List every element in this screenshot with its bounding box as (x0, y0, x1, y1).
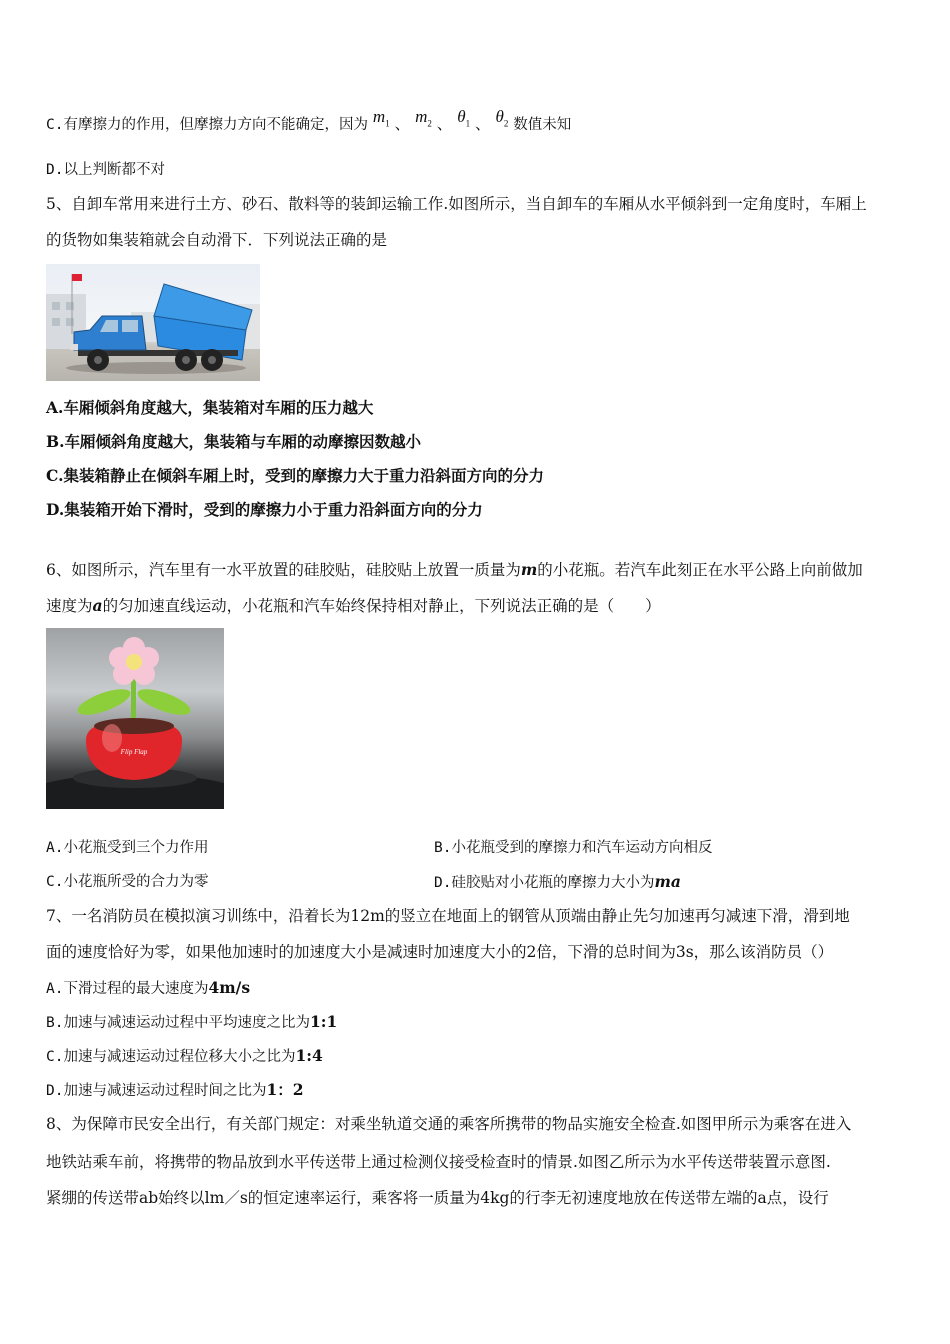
q4-option-c (46, 107, 572, 140)
q6-option-b: B.小花瓶受到的摩擦力和汽车运动方向相反 (434, 840, 713, 856)
q7-option-d-prefix: D.加速与减速运动过程时间之比为 (46, 1083, 267, 1099)
q5-option-c: C.集装箱静止在倾斜车厢上时，受到的摩擦力大于重力沿斜面方向的分力 (46, 466, 544, 485)
q7-option-c-value: 1:4 (295, 1046, 323, 1065)
q5-stem-line1: 5、自卸车常用来进行土方、砂石、散料等的装卸运输工作.如图所示，当自卸车的车厢从水平倾斜到一定角度时，车厢上 (46, 195, 867, 213)
flower-pot-illustration (46, 628, 224, 809)
math-theta2: $\theta_2$ (495, 107, 509, 129)
separator: 、 (436, 115, 453, 133)
q4-option-c-prefix: C.有摩擦力的作用，但摩擦力方向不能确定，因为 (46, 117, 368, 133)
q8-stem-line2: 地铁站乘车前，将携带的物品放到水平传送带上通过检测仪接受检查时的情景.如图乙所示为水平传送带装置示意图. (46, 1153, 831, 1171)
q6-stem-text: 的匀加速直线运动，小花瓶和汽车始终保持相对静止，下列说法正确的是（ ） (102, 597, 661, 615)
separator: 、 (394, 115, 411, 133)
q7-option-b-prefix: B.加速与减速运动过程中平均速度之比为 (46, 1015, 310, 1031)
q5-option-b: B.车厢倾斜角度越大，集装箱与车厢的动摩擦因数越小 (46, 432, 421, 451)
q7-option-a (46, 978, 250, 999)
q7-stem-line2: 面的速度恰好为零，如果他加速时的加速度大小是减速时加速度大小的2倍，下滑的总时间为3s，那么该消防员（） (46, 943, 834, 961)
q6-stem-text: 的小花瓶。若汽车此刻正在水平公路上向前做加 (537, 561, 863, 579)
q6-stem-line2 (46, 596, 661, 616)
q5-stem-line2: 的货物如集装箱就会自动滑下．下列说法正确的是 (46, 231, 388, 249)
q7-option-c-prefix: C.加速与减速运动过程位移大小之比为 (46, 1049, 296, 1065)
q6-stem-text: 6、如图所示，汽车里有一水平放置的硅胶贴，硅胶贴上放置一质量为 (46, 561, 521, 579)
q6-stem-text: 速度为 (46, 597, 93, 615)
dump-truck-illustration (46, 264, 260, 381)
q4-option-c-suffix: 数值未知 (513, 117, 572, 133)
q7-stem-line1: 7、一名消防员在模拟演习训练中，沿着长为12m的竖立在地面上的钢管从顶端由静止先匀加速再匀减速下滑，滑到地 (46, 907, 850, 925)
q6-option-d-prefix: D.硅胶贴对小花瓶的摩擦力大小为 (434, 875, 655, 891)
q5-option-a: A.车厢倾斜角度越大，集装箱对车厢的压力越大 (46, 398, 374, 417)
flower-pot-image (46, 628, 224, 809)
q6-accel-symbol: a (92, 596, 103, 615)
q7-option-a-prefix: A.下滑过程的最大速度为 (46, 981, 209, 997)
q5-option-d: D.集装箱开始下滑时，受到的摩擦力小于重力沿斜面方向的分力 (46, 500, 483, 519)
q7-option-b-value: 1:1 (309, 1012, 338, 1031)
q7-option-c (46, 1046, 323, 1067)
q4-option-d: D.以上判断都不对 (46, 162, 165, 178)
q8-stem-line1: 8、为保障市民安全出行，有关部门规定：对乘坐轨道交通的乘客所携带的物品实施安全检查.如图甲所示为乘客在进入 (46, 1115, 852, 1133)
q6-option-d (434, 872, 681, 893)
q7-option-a-value: 4m/s (208, 978, 251, 997)
math-m2: $m_2$ (415, 107, 432, 129)
separator: 、 (475, 115, 491, 133)
q7-option-d (46, 1080, 304, 1101)
q7-option-d-value: 1：2 (266, 1080, 304, 1099)
q6-option-d-value: ma (654, 872, 681, 891)
q6-mass-symbol: m (520, 560, 538, 579)
pot-label: Flip Flap (120, 748, 148, 756)
math-m1: $m_1$ (372, 107, 390, 129)
q8-stem-line3: 紧绷的传送带ab始终以lm／s的恒定速率运行，乘客将一质量为4kg的行李无初速度地放在传送带左端的a点，设行 (46, 1189, 829, 1207)
q6-option-a: A.小花瓶受到三个力作用 (46, 840, 209, 856)
dump-truck-image (46, 264, 260, 381)
q6-option-c: C.小花瓶所受的合力为零 (46, 874, 209, 890)
math-theta1: $\theta_1$ (457, 107, 471, 129)
q7-option-b (46, 1012, 337, 1033)
q6-stem-line1 (46, 560, 863, 580)
